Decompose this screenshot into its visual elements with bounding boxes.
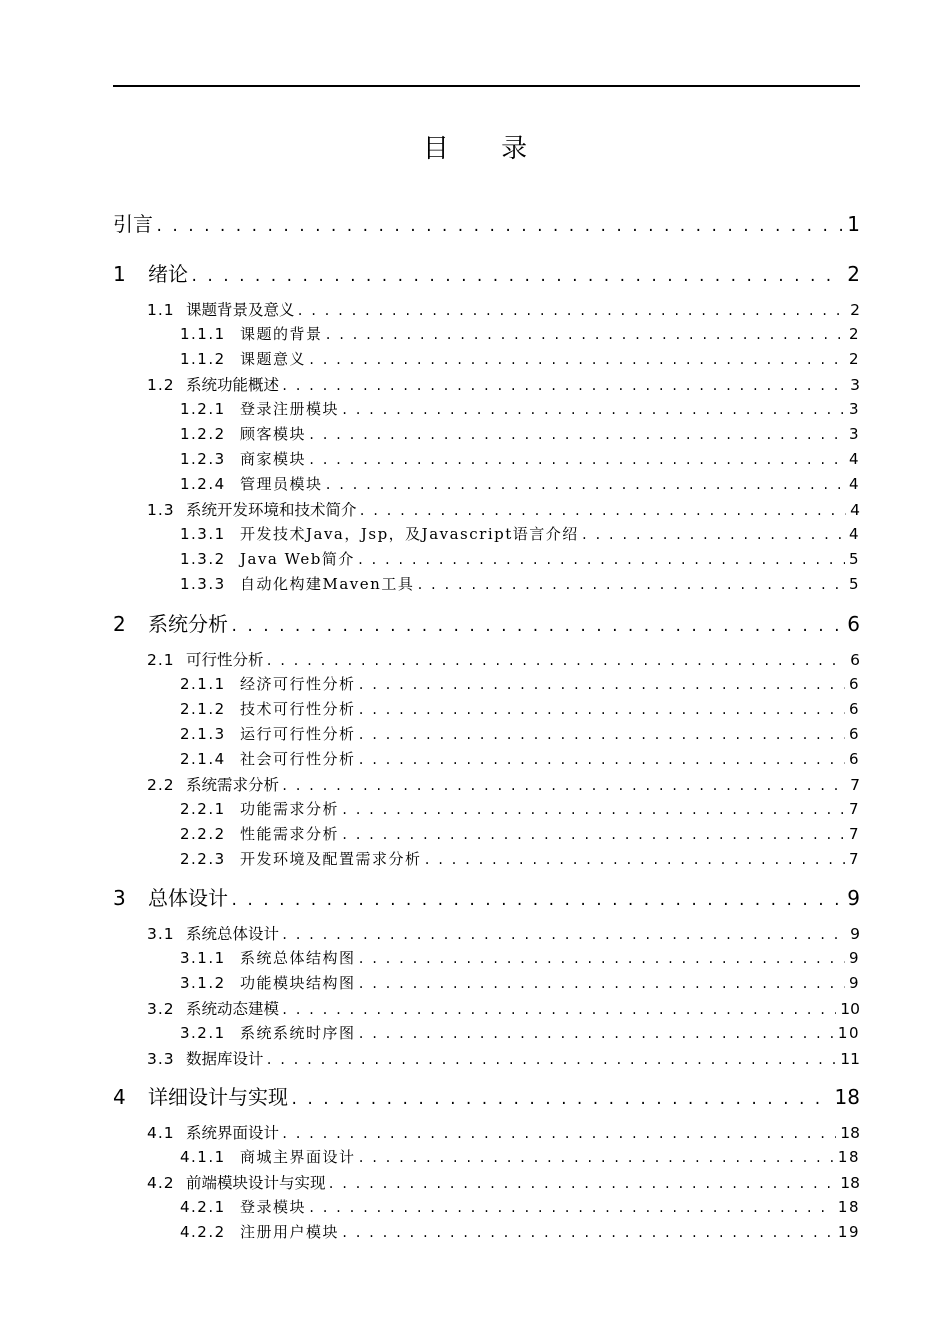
toc-page-number: 2: [847, 262, 860, 286]
toc-entry-level-2[interactable]: [180, 448, 860, 469]
toc-entry-label: [180, 323, 323, 344]
toc-entry-label: [147, 373, 279, 395]
toc-entry-level-2[interactable]: [180, 947, 860, 968]
toc-entry-level-0[interactable]: [113, 1081, 860, 1110]
toc-entry-label: [147, 1171, 326, 1193]
toc-page-number: 10: [837, 1024, 860, 1042]
toc-page-number: 18: [834, 1085, 860, 1109]
toc-entry-number: 1.2: [147, 376, 175, 394]
toc-page-number: 3: [848, 425, 860, 443]
toc-entry-title: 系统功能概述: [186, 376, 280, 394]
toc-entry-level-2[interactable]: [180, 473, 860, 494]
toc-entry-label: [180, 947, 356, 968]
toc-page-number: 4: [848, 450, 860, 468]
toc-entry-label: [113, 1081, 288, 1110]
dot-leader: [359, 504, 847, 518]
toc-entry-number: 3.1.1: [180, 949, 226, 967]
toc-entry-number: 4.1.1: [180, 1148, 226, 1166]
dot-leader: [281, 379, 846, 393]
toc-entry-number: 1.3.3: [180, 575, 226, 593]
toc-entry-number: 3: [113, 886, 126, 910]
toc-entry-title: 开发技术Java，Jsp，及Javascript语言介绍: [240, 525, 579, 543]
toc-entry-label: [147, 1047, 264, 1069]
toc-page-number: 10: [840, 1000, 860, 1018]
toc-entry-number: 2.1.3: [180, 725, 226, 743]
toc-entry-title: 社会可行性分析: [240, 750, 356, 768]
toc-page-number: 19: [837, 1223, 860, 1241]
toc-entry-level-0[interactable]: [113, 882, 860, 911]
toc-page-number: 9: [848, 974, 860, 992]
toc-entry-title: 商城主界面设计: [240, 1148, 356, 1166]
toc-entry-level-2[interactable]: [180, 1022, 860, 1043]
toc-entry-label: [180, 473, 323, 494]
toc-entry-label: [180, 748, 356, 769]
toc-entry-label: [180, 823, 339, 844]
toc-entry-level-2[interactable]: [180, 823, 860, 844]
toc-entry-level-2[interactable]: [180, 1146, 860, 1167]
dot-leader: [266, 1053, 837, 1067]
toc-entry-number: 3.2: [147, 1000, 175, 1018]
toc-entry-label: [113, 882, 228, 911]
toc-entry-title: 管理员模块: [240, 475, 323, 493]
toc-entry-label: [180, 972, 356, 993]
dot-leader: [341, 403, 845, 417]
toc-entry-label: [180, 573, 414, 594]
toc-entry-level-1[interactable]: [147, 373, 860, 395]
toc-entry-title: 课题的背景: [240, 325, 323, 343]
toc-entry-title: 系统分析: [148, 612, 228, 636]
dot-leader: [358, 753, 845, 767]
toc-entry-label: [113, 208, 153, 237]
dot-leader: [155, 219, 843, 235]
toc-entry-number: 4.2.1: [180, 1198, 226, 1216]
dot-leader: [416, 578, 845, 592]
toc-page-number: 6: [848, 700, 860, 718]
toc-entry-level-2[interactable]: [180, 423, 860, 444]
dot-leader: [358, 1027, 834, 1041]
toc-entry-level-2[interactable]: [180, 348, 860, 369]
toc-entry-title: 系统需求分析: [186, 776, 280, 794]
toc-entry-label: [180, 723, 356, 744]
dot-leader: [358, 952, 845, 966]
toc-page-number: 4: [848, 475, 860, 493]
toc-entry-number: 2.2.2: [180, 825, 226, 843]
toc-page-number: 6: [848, 750, 860, 768]
toc-entry-title: 注册用户模块: [240, 1223, 340, 1241]
toc-entry-number: 4.2: [147, 1174, 175, 1192]
toc-entry-title: 系统开发环境和技术简介: [186, 501, 357, 519]
toc-entry-label: [147, 1121, 279, 1143]
toc-entry-title: 前端模块设计与实现: [186, 1174, 326, 1192]
toc-page-number: 6: [848, 725, 860, 743]
toc-entry-title: 顾客模块: [240, 425, 307, 443]
toc-entry-number: 1.3.1: [180, 525, 226, 543]
toc-entry-label: [113, 608, 228, 637]
dot-leader: [281, 928, 846, 942]
dot-leader: [358, 728, 845, 742]
toc-entry-level-1[interactable]: [147, 1121, 860, 1143]
toc-entry-title: Java Web简介: [240, 550, 355, 568]
toc-entry-level-1[interactable]: [147, 648, 860, 670]
toc-page-number: 18: [840, 1124, 860, 1142]
toc-page-number: 2: [848, 350, 860, 368]
dot-leader: [297, 304, 847, 318]
toc-entry-level-2[interactable]: [180, 848, 860, 869]
dot-leader: [230, 619, 843, 635]
toc-entry-label: [147, 997, 279, 1019]
toc-entry-number: 1.2.3: [180, 450, 226, 468]
toc-entry-label: [180, 673, 356, 694]
toc-entry-label: [180, 448, 306, 469]
toc-entry-title: 商家模块: [240, 450, 307, 468]
toc-entry-label: [180, 848, 422, 869]
toc-entry-number: 4.1: [147, 1124, 175, 1142]
toc-page-number: 9: [847, 886, 860, 910]
toc-entry-level-1[interactable]: [147, 1047, 860, 1069]
toc-entry-level-2[interactable]: [180, 1221, 860, 1242]
toc-entry-number: 2.1: [147, 651, 175, 669]
dot-leader: [357, 553, 845, 567]
dot-leader: [308, 353, 845, 367]
toc-entry-level-2[interactable]: [180, 798, 860, 819]
toc-entry-label: [180, 348, 306, 369]
dot-leader: [358, 1151, 834, 1165]
dot-leader: [358, 703, 845, 717]
toc-page-number: 1: [847, 212, 860, 236]
toc-entry-number: 1.1: [147, 301, 175, 319]
toc-entry-number: 1.2.4: [180, 475, 226, 493]
toc-page-number: 6: [850, 651, 860, 669]
dot-leader: [581, 528, 845, 542]
toc-page-number: 2: [848, 325, 860, 343]
toc-entry-level-2[interactable]: [180, 673, 860, 694]
toc-entry-title: 自动化构建Maven工具: [240, 575, 415, 593]
dot-leader: [358, 977, 845, 991]
toc-entry-number: 1.1.1: [180, 325, 226, 343]
toc-entry-number: 3.1: [147, 925, 175, 943]
toc-entry-level-2[interactable]: [180, 398, 860, 419]
toc-entry-label: [113, 258, 188, 287]
toc-entry-level-2[interactable]: [180, 748, 860, 769]
toc-page-number: 4: [848, 525, 860, 543]
toc-entry-title: 可行性分析: [186, 651, 264, 669]
toc-page-number: 4: [850, 501, 860, 519]
toc-entry-number: 3.3: [147, 1050, 175, 1068]
toc-entry-level-1[interactable]: [147, 922, 860, 944]
toc-entry-number: 2: [113, 612, 126, 636]
toc-page-number: 11: [840, 1050, 860, 1068]
toc-page-number: 9: [850, 925, 860, 943]
toc-entry-level-2[interactable]: [180, 1196, 860, 1217]
toc-entry-title: 经济可行性分析: [240, 675, 356, 693]
toc-entry-title: 系统总体设计: [186, 925, 280, 943]
toc-entry-label: [147, 498, 357, 520]
toc-page-number: 18: [840, 1174, 860, 1192]
toc-entry-title: 总体设计: [148, 886, 228, 910]
toc-entry-level-1[interactable]: [147, 498, 860, 520]
toc-entry-number: 2.1.1: [180, 675, 226, 693]
toc-entry-label: [180, 698, 356, 719]
toc-entry-number: 2.2.3: [180, 850, 226, 868]
toc-entry-label: [180, 523, 579, 544]
dot-leader: [341, 828, 845, 842]
toc-entry-level-0[interactable]: [113, 208, 860, 237]
toc-entry-title: 系统总体结构图: [240, 949, 356, 967]
dot-leader: [341, 1226, 834, 1240]
toc-entry-level-2[interactable]: [180, 323, 860, 344]
toc-entry-title: 系统动态建模: [186, 1000, 280, 1018]
toc-entry-level-0[interactable]: [113, 258, 860, 287]
toc-entry-number: 1.3: [147, 501, 175, 519]
toc-page-number: 18: [837, 1148, 860, 1166]
toc-page-number: 5: [848, 550, 860, 568]
toc-entry-label: [180, 1146, 356, 1167]
toc-entry-title: 课题意义: [240, 350, 307, 368]
toc-page-number: 6: [848, 675, 860, 693]
toc-entry-title: 详细设计与实现: [148, 1085, 288, 1109]
toc-entry-title: 运行可行性分析: [240, 725, 356, 743]
dot-leader: [358, 678, 845, 692]
toc-entry-number: 1.2.1: [180, 400, 226, 418]
toc-entry-title: 性能需求分析: [240, 825, 340, 843]
toc-entry-title: 数据库设计: [186, 1050, 264, 1068]
dot-leader: [328, 1177, 837, 1191]
toc-entry-level-2[interactable]: [180, 698, 860, 719]
dot-leader: [230, 893, 843, 909]
toc-entry-title: 登录模块: [240, 1198, 307, 1216]
toc-page-number: 3: [850, 376, 860, 394]
toc-page-number: 7: [848, 850, 860, 868]
toc-entry-level-0[interactable]: [113, 608, 860, 637]
toc-entry-label: [180, 398, 339, 419]
toc-entry-title: 登录注册模块: [240, 400, 340, 418]
toc-entry-number: 1.3.2: [180, 550, 226, 568]
toc-page-number: 2: [850, 301, 860, 319]
toc-entry-title: 功能模块结构图: [240, 974, 356, 992]
toc-entry-number: 2.1.4: [180, 750, 226, 768]
page-title: 目 录: [422, 134, 550, 164]
dot-leader: [281, 1127, 836, 1141]
toc-entry-label: [147, 298, 295, 320]
toc-entry-label: [180, 548, 355, 569]
toc-entry-number: 1.2.2: [180, 425, 226, 443]
toc-page-number: 5: [848, 575, 860, 593]
toc-entry-title: 引言: [113, 212, 153, 236]
dot-leader: [325, 328, 845, 342]
dot-leader: [325, 478, 845, 492]
toc-entry-level-2[interactable]: [180, 523, 860, 544]
toc-entry-number: 1.1.2: [180, 350, 226, 368]
toc-entry-level-2[interactable]: [180, 723, 860, 744]
toc-entry-label: [180, 798, 339, 819]
toc-entry-number: 2.2.1: [180, 800, 226, 818]
toc-page-number: 7: [850, 776, 860, 794]
toc-entry-label: [147, 922, 279, 944]
toc-entry-title: 技术可行性分析: [240, 700, 356, 718]
toc-entry-number: 4: [113, 1085, 126, 1109]
toc-entry-level-1[interactable]: [147, 773, 860, 795]
toc-entry-level-1[interactable]: [147, 997, 860, 1019]
toc-entry-number: 4.2.2: [180, 1223, 226, 1241]
toc-page-number: 6: [847, 612, 860, 636]
dot-leader: [308, 1201, 834, 1215]
dot-leader: [190, 269, 843, 285]
dot-leader: [308, 453, 845, 467]
toc-page-number: 9: [848, 949, 860, 967]
toc-entry-number: 3.2.1: [180, 1024, 226, 1042]
header-rule: [113, 85, 860, 87]
toc-entry-label: [180, 1221, 339, 1242]
dot-leader: [290, 1092, 831, 1108]
toc-entry-number: 3.1.2: [180, 974, 226, 992]
toc-entry-label: [147, 648, 264, 670]
toc-entry-title: 开发环境及配置需求分析: [240, 850, 422, 868]
toc-entry-label: [180, 1022, 356, 1043]
toc-entry-level-1[interactable]: [147, 1171, 860, 1193]
toc-entry-label: [180, 423, 306, 444]
dot-leader: [281, 779, 846, 793]
toc-entry-level-1[interactable]: [147, 298, 860, 320]
toc-entry-number: 1: [113, 262, 126, 286]
toc-entry-title: 系统界面设计: [186, 1124, 280, 1142]
toc-page-number: 3: [848, 400, 860, 418]
toc-entry-title: 课题背景及意义: [186, 301, 295, 319]
toc-page-number: 18: [837, 1198, 860, 1216]
dot-leader: [281, 1003, 836, 1017]
toc-entry-title: 功能需求分析: [240, 800, 340, 818]
dot-leader: [266, 654, 847, 668]
toc-entry-title: 绪论: [148, 262, 188, 286]
toc-entry-level-2[interactable]: [180, 972, 860, 993]
dot-leader: [424, 853, 845, 867]
toc-entry-level-2[interactable]: [180, 548, 860, 569]
toc-entry-level-2[interactable]: [180, 573, 860, 594]
toc-page-number: 7: [848, 825, 860, 843]
toc-entry-number: 2.2: [147, 776, 175, 794]
toc-entry-label: [180, 1196, 306, 1217]
dot-leader: [341, 803, 845, 817]
dot-leader: [308, 428, 845, 442]
toc-entry-number: 2.1.2: [180, 700, 226, 718]
toc-entry-title: 系统系统时序图: [240, 1024, 356, 1042]
toc-page-number: 7: [848, 800, 860, 818]
toc-entry-label: [147, 773, 279, 795]
